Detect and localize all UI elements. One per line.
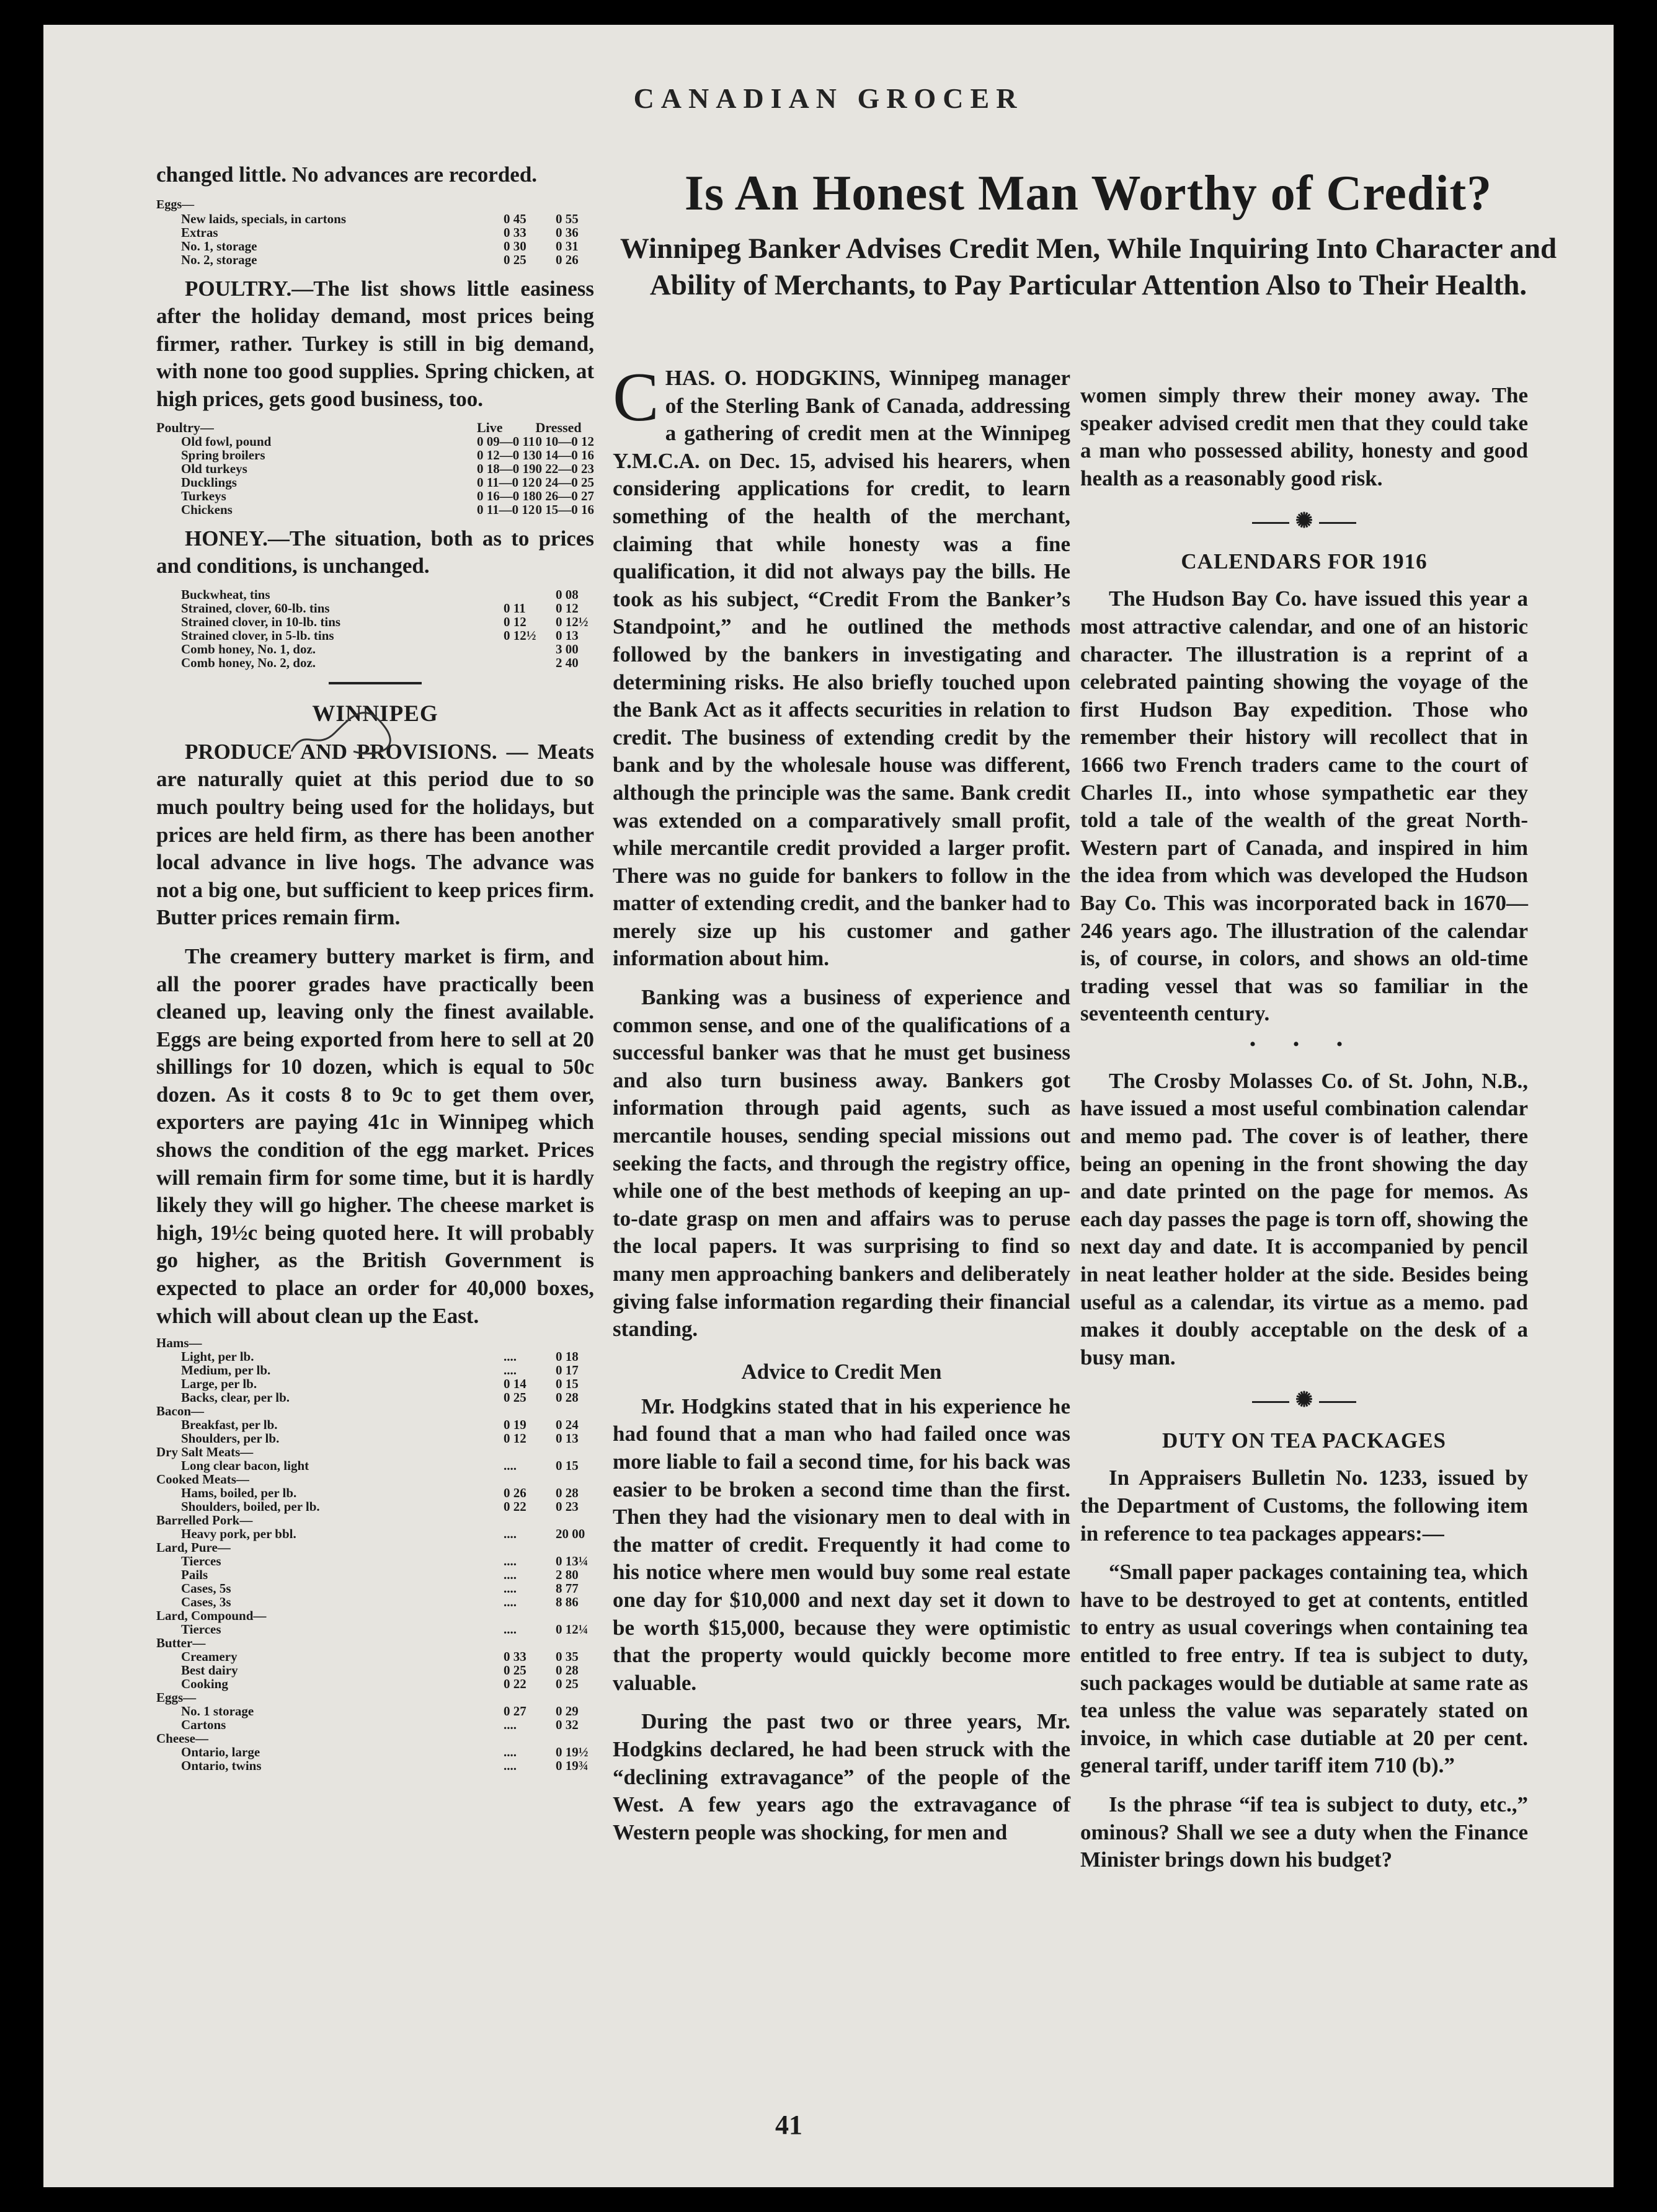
price-value-high: 0 23 (556, 1499, 579, 1515)
eggs-label: Eggs— (156, 197, 195, 211)
price-group-label: Hams— (156, 1335, 202, 1351)
price-row (156, 1554, 594, 1568)
price-item-name: Comb honey, No. 2, doz. (181, 655, 316, 670)
right-column (1080, 382, 1528, 1874)
tea-paragraph-1: In Appraisers Bulletin No. 1233, issued by the Department of Customs, the following item in reference to tea packages appears:— (1080, 1466, 1528, 1546)
price-row (156, 1527, 594, 1541)
price-value-low: 0 19 (504, 1417, 526, 1433)
price-value-high: 0 28 (556, 1485, 579, 1501)
price-value-low: .... (504, 1567, 517, 1583)
price-value-low: 0 11—0 12 (477, 502, 535, 517)
price-value-low: 0 26 (504, 1485, 526, 1501)
price-row (156, 462, 594, 476)
price-value-low: 0 33 (504, 224, 526, 240)
price-value-high: 2 80 (556, 1567, 579, 1583)
price-value-low: .... (504, 1363, 517, 1378)
market-intro: changed little. No advances are recorded. (156, 162, 538, 187)
article-continuation: women simply threw their money away. The speaker advised credit men that they could take a man who possessed ability, honesty and good health as a reasonably good risk. (1080, 383, 1528, 490)
price-value-high: 0 28 (556, 1663, 579, 1678)
price-value-high: 0 28 (556, 1390, 579, 1405)
price-group-header (156, 1609, 594, 1622)
price-value-high: 0 24—0 25 (535, 474, 594, 490)
price-value-low: 0 27 (504, 1704, 526, 1719)
price-group-label: Barrelled Pork— (156, 1513, 253, 1528)
price-value-high: 0 13 (556, 1431, 579, 1446)
price-group-header (156, 1541, 594, 1554)
price-value-high: 0 15 (556, 1376, 579, 1392)
poultry-table (156, 421, 594, 516)
ornament-divider: ✺ (1080, 508, 1528, 533)
price-value-high: 2 40 (556, 655, 579, 670)
price-item-name: No. 1, storage (181, 238, 257, 254)
poultry-label: Poultry— (156, 419, 214, 435)
price-value-low: .... (504, 1717, 517, 1733)
price-item-name: Shoulders, boiled, per lb. (181, 1499, 320, 1515)
price-value-low: 0 25 (504, 252, 526, 267)
price-group-label: Lard, Pure— (156, 1540, 231, 1555)
price-item-name: Tierces (181, 1554, 221, 1569)
price-item-name: Hams, boiled, per lb. (181, 1485, 297, 1501)
price-value-high: 0 35 (556, 1649, 579, 1665)
poultry-paragraph: POULTRY.—The list shows little easiness after the holiday demand, most prices being firmer, rather. Turkey is still in big demand, with none too good supplies. Spring chicken, at high prices, gets good business, too. (156, 276, 594, 411)
price-row (156, 615, 594, 629)
price-row (156, 448, 594, 462)
price-item-name: Shoulders, per lb. (181, 1431, 280, 1446)
price-row (156, 476, 594, 489)
price-group-header (156, 1636, 594, 1650)
creamery-paragraph: The creamery buttery market is firm, and all the poorer grades have practically been cleaned up, leaving only the finest available. Eggs are being exported from here to sell at 20 shillings for 10 dozen, which is equal to 50c dozen. As it costs 8 to 9c to get them over, exporters are paying 41c in Winnipeg which shows the condition of the egg market. Prices will remain firm for some time, but it is hardly likely they will go higher. The cheese market is high, 19½c being quoted here. It will probably go higher, as the British Government is expected to place an order for 40,000 boxes, which will about clean up the East. (156, 944, 594, 1328)
article-paragraph-2: Banking was a business of experience and common sense, and one of the qualifications of a successful banker was that he must get business and also turn business away. Bankers got information through paid agents, such as mercantile houses, sending special missions out seeking the facts, and through the registry office, while one of the best methods of keeping an up-to-date grasp on men and affairs was to peruse the local papers. It was surprising to find so many men approaching bankers and deliberately giving false information regarding their financial standing. (613, 985, 1070, 1342)
eggs-table (156, 212, 594, 267)
price-item-name: Large, per lb. (181, 1376, 257, 1392)
price-row (156, 1582, 594, 1595)
page-number: 41 (775, 2110, 802, 2140)
article-headline-block (613, 167, 1564, 304)
price-item-name: Old turkeys (181, 461, 247, 476)
price-item-name: Light, per lb. (181, 1349, 254, 1365)
tea-paragraph-2: Is the phrase “if tea is subject to duty, etc.,” ominous? Shall we see a duty when the Finance Minister brings down his budget? (1080, 1792, 1528, 1872)
price-value-high: 0 19¾ (556, 1758, 589, 1774)
price-value-low (504, 642, 556, 656)
produce-paragraph: PRODUCE AND PROVISIONS. — Meats are naturally quiet at this period due to so much poultry being used for the holidays, but prices are held firm, as there has been another local advance in live hogs. The advance was not a big one, but sufficient to keep prices firm. Butter prices remain firm. (156, 739, 594, 930)
price-value-high: 0 08 (556, 586, 579, 602)
price-value-low: 0 18—0 19 (477, 461, 536, 476)
price-row (156, 656, 594, 670)
price-value-low: .... (504, 1554, 517, 1569)
price-group-header (156, 1513, 594, 1527)
price-row (156, 1568, 594, 1582)
price-value-high: 0 15 (556, 1458, 579, 1474)
price-row (156, 503, 594, 516)
price-item-name: Turkeys (181, 488, 226, 503)
article-headline: Is An Honest Man Worthy of Credit? (684, 166, 1493, 221)
price-item-name: Cases, 3s (181, 1595, 231, 1610)
drop-cap: C (613, 359, 659, 436)
article-paragraph-4: During the past two or three years, Mr. Hodgkins declared, he had been struck with the “declining extravagance” of the people of the West. A few years ago the extravagance of Western people was shocking, for men and (613, 1709, 1070, 1844)
price-row (156, 253, 594, 267)
price-value-low: 0 11—0 12 (477, 474, 535, 490)
price-item-name: Breakfast, per lb. (181, 1417, 278, 1433)
price-group-header (156, 1404, 594, 1418)
price-item-name: Ducklings (181, 474, 237, 490)
price-value-low: 0 25 (504, 1390, 526, 1405)
price-item-name: Heavy pork, per bbl. (181, 1526, 296, 1542)
price-value-low: 0 16—0 18 (477, 488, 536, 503)
price-value-low: 0 12 (504, 1431, 526, 1446)
price-row (156, 239, 594, 253)
price-row (156, 1677, 594, 1691)
price-group-header (156, 1445, 594, 1459)
price-value-high: 0 32 (556, 1717, 579, 1733)
running-head: CANADIAN GROCER (633, 82, 1024, 114)
calendars-heading: CALENDARS FOR 1916 (1181, 549, 1428, 574)
honey-paragraph: HONEY.—The situation, both as to prices and conditions, is unchanged. (156, 526, 594, 578)
price-value-low (504, 588, 556, 601)
price-value-low: .... (504, 1595, 517, 1610)
price-item-name: Buckwheat, tins (181, 586, 270, 602)
price-group-label: Cheese— (156, 1731, 208, 1746)
tea-quote: “Small paper packages containing tea, which have to be destroyed to get at contents, entitled to entry as usual coverings when containing tea entitled to free entry. If tea is subject to duty, such packages would be dutiable at same rate as tea unless the value was separately stated on invoice, in which case dutiable at 20 per cent. general tariff, under tariff item 710 (b).” (1080, 1560, 1528, 1778)
price-row (156, 489, 594, 503)
price-row (156, 1363, 594, 1377)
price-value-low: 0 25 (504, 1663, 526, 1678)
price-value-low: 0 12½ (504, 627, 536, 643)
price-row (156, 1486, 594, 1500)
price-value-high: 0 18 (556, 1349, 579, 1365)
price-item-name: No. 2, storage (181, 252, 257, 267)
article-deck: Winnipeg Banker Advises Credit Men, While Inquiring Into Character and Ability of Merchants, to Pay Particular Attention Also to Their Health. (620, 232, 1557, 301)
pencil-scribble (279, 689, 403, 764)
honey-table (156, 588, 594, 670)
price-group-label: Lard, Compound— (156, 1608, 267, 1624)
price-value-high: 20 00 (556, 1526, 585, 1542)
price-item-name: Spring broilers (181, 447, 265, 462)
price-item-name: Old fowl, pound (181, 433, 272, 449)
price-row (156, 1391, 594, 1404)
dressed-column-header: Dressed (535, 419, 582, 435)
price-value-high: 0 13¼ (556, 1554, 589, 1569)
price-item-name: Strained clover, in 5-lb. tins (181, 627, 334, 643)
price-item-name: Best dairy (181, 1663, 238, 1678)
tea-heading: DUTY ON TEA PACKAGES (1162, 1428, 1446, 1453)
price-item-name: Extras (181, 224, 218, 240)
price-item-name: Medium, per lb. (181, 1363, 271, 1378)
advice-subhead: Advice to Credit Men (741, 1359, 942, 1384)
price-row (156, 1595, 594, 1609)
price-value-high: 0 25 (556, 1676, 579, 1692)
price-row (156, 1704, 594, 1718)
price-item-name: Cases, 5s (181, 1581, 231, 1596)
price-value-high: 0 12½ (556, 614, 589, 629)
live-column-header: Live (477, 419, 503, 435)
price-item-name: Long clear bacon, light (181, 1458, 309, 1474)
price-value-high: 8 77 (556, 1581, 579, 1596)
price-value-low: .... (504, 1526, 517, 1542)
price-item-name: New laids, specials, in cartons (181, 211, 347, 226)
price-row (156, 588, 594, 601)
price-value-low: .... (504, 1581, 517, 1596)
price-row (156, 1650, 594, 1663)
dots-divider: • • • (1249, 1033, 1359, 1055)
price-value-high: 0 26 (556, 252, 579, 267)
price-value-high: 0 22—0 23 (535, 461, 594, 476)
price-value-high: 0 29 (556, 1704, 579, 1719)
price-value-high: 0 19½ (556, 1745, 589, 1760)
price-group-header (156, 1336, 594, 1350)
price-item-name: Comb honey, No. 1, doz. (181, 641, 316, 657)
price-value-high: 0 12¼ (556, 1622, 589, 1637)
price-value-high: 0 36 (556, 224, 579, 240)
price-group-label: Dry Salt Meats— (156, 1444, 254, 1460)
price-value-low: 0 12 (504, 614, 526, 629)
price-value-high: 3 00 (556, 641, 579, 657)
price-value-high: 0 26—0 27 (535, 488, 594, 503)
price-value-low: 0 22 (504, 1676, 526, 1692)
price-item-name: Pails (181, 1567, 208, 1583)
price-value-low: 0 45 (504, 211, 526, 226)
price-item-name: Cartons (181, 1717, 226, 1733)
price-item-name: Strained, clover, 60-lb. tins (181, 600, 330, 616)
price-row (156, 1718, 594, 1732)
price-item-name: Backs, clear, per lb. (181, 1390, 290, 1405)
article-paragraph-3: Mr. Hodgkins stated that in his experience he had found that a man who had failed once was more liable to fail a second time, for his back was easier to be broken a second time than the first. Then they had the visionary men to deal with in the matter of credit. Frequently it had come to his notice where men would buy some real estate one day for $10,000 and next day set it down to be worth $15,000, because they were optimistic that the property would quickly become more valuable. (613, 1394, 1070, 1695)
price-item-name: Strained clover, in 10-lb. tins (181, 614, 341, 629)
price-row (156, 435, 594, 448)
price-item-name: Creamery (181, 1649, 238, 1665)
newspaper-page (43, 25, 1614, 2187)
price-value-high: 0 31 (556, 238, 579, 254)
price-group-header (156, 1732, 594, 1745)
article-paragraph-1-text: HAS. O. HODGKINS, Winnipeg manager of the Sterling Bank of Canada, addressing a gathering of credit men at the Winnipeg Y.M.C.A. on Dec. 15, advised his hearers, when considering applications for credit, to learn something of the health of the merchant, claiming that while honesty was a fine qualification, it did not always pay the bills. He took as his subject, “Credit From the Banker’s Standpoint,” and he outlined the methods followed by the bankers in investigating and determining risks. He also briefly touched upon the Bank Act as it affects securities in relation to credit. The business of extending credit by the bank and by the wholesale house was different, although the principle was the same. Bank credit was extended on a comparatively small profit, while mercantile credit provided a larger profit. There was no guide for bankers to follow in the matter of extending credit, and the banker had to merely size up his customer and gather information about him. (613, 366, 1070, 971)
price-value-high: 0 55 (556, 211, 579, 226)
winnipeg-prices-table (156, 1336, 594, 1772)
price-row (156, 1350, 594, 1363)
section-rule (329, 682, 422, 684)
price-value-low: 0 12—0 13 (477, 447, 536, 462)
price-value-high: 0 15—0 16 (535, 502, 594, 517)
ornament-divider-2: ✺ (1080, 1387, 1528, 1412)
article-paragraph-1 (613, 359, 1070, 973)
price-value-high: 0 14—0 16 (535, 447, 594, 462)
crosby-paragraph: The Crosby Molasses Co. of St. John, N.B., have issued a most useful combination calendar and memo pad. The cover is of leather, there being an opening in the front showing the day and date printed on the page for memos. As each day passes the page is torn off, showing the next day and date. It is accompanied by pencil in neat leather holder at the side. Besides being useful as a calendar, its virtue as a memo. pad makes it doubly acceptable on the desk of a busy man. (1080, 1068, 1528, 1369)
price-value-low: 0 22 (504, 1499, 526, 1515)
price-item-name: Cooking (181, 1676, 228, 1692)
price-value-low: .... (504, 1349, 517, 1365)
hudson-bay-paragraph: The Hudson Bay Co. have issued this year a most attractive calendar, and one of an historic character. The illustration is a reprint of a celebrated painting showing the voyage of the first Hudson Bay expedition. Those who remember their history will recollect that in 1666 two French traders came to the court of Charles II., into whose sympathetic ear they told a tale of the wealth of the great North-Western part of Canada, and inspired in him the idea from which was developed the Hudson Bay Co. This was incorporated back in 1670—246 years ago. The illustration of the calendar is, of course, in colors, and shows an old-time trading vessel that was so familiar in the seventeenth century. (1080, 586, 1528, 1026)
poultry-header-row (156, 421, 594, 435)
price-value-low: .... (504, 1622, 517, 1637)
winnipeg-heading: WINNIPEG (312, 701, 438, 727)
price-value-low: 0 09—0 11 (477, 433, 535, 449)
price-group-label: Cooked Meats— (156, 1472, 249, 1487)
price-row (156, 1663, 594, 1677)
price-value-low: .... (504, 1745, 517, 1760)
price-row (156, 1377, 594, 1391)
price-item-name: No. 1 storage (181, 1704, 254, 1719)
price-group-label: Butter— (156, 1635, 206, 1651)
price-value-high: 0 24 (556, 1417, 579, 1433)
price-value-high: 0 12 (556, 600, 579, 616)
price-group-label: Eggs— (156, 1690, 197, 1705)
price-item-name: Tierces (181, 1622, 221, 1637)
price-item-name: Ontario, large (181, 1745, 260, 1760)
price-value-low: .... (504, 1458, 517, 1474)
price-item-name: Ontario, twins (181, 1758, 262, 1774)
price-value-high: 0 17 (556, 1363, 579, 1378)
price-group-header (156, 1472, 594, 1486)
price-row (156, 629, 594, 642)
price-group-header (156, 1691, 594, 1704)
price-row (156, 226, 594, 239)
price-row (156, 1500, 594, 1513)
price-row (156, 642, 594, 656)
price-group-label: Bacon— (156, 1404, 205, 1419)
price-value-low (504, 656, 556, 670)
price-row (156, 1622, 594, 1636)
left-column (156, 161, 594, 1772)
price-item-name: Chickens (181, 502, 233, 517)
price-row (156, 1431, 594, 1445)
price-row (156, 1759, 594, 1772)
price-value-low: 0 14 (504, 1376, 526, 1392)
price-row (156, 1745, 594, 1759)
price-value-low: 0 11 (504, 600, 526, 616)
price-row (156, 1418, 594, 1431)
price-value-high: 8 86 (556, 1595, 579, 1610)
price-row (156, 601, 594, 615)
price-row (156, 1459, 594, 1472)
price-row (156, 212, 594, 226)
price-value-high: 0 13 (556, 627, 579, 643)
price-value-high: 0 10—0 12 (535, 433, 594, 449)
price-value-low: 0 33 (504, 1649, 526, 1665)
price-value-low: .... (504, 1758, 517, 1774)
price-value-low: 0 30 (504, 238, 526, 254)
middle-column (613, 359, 1070, 1846)
